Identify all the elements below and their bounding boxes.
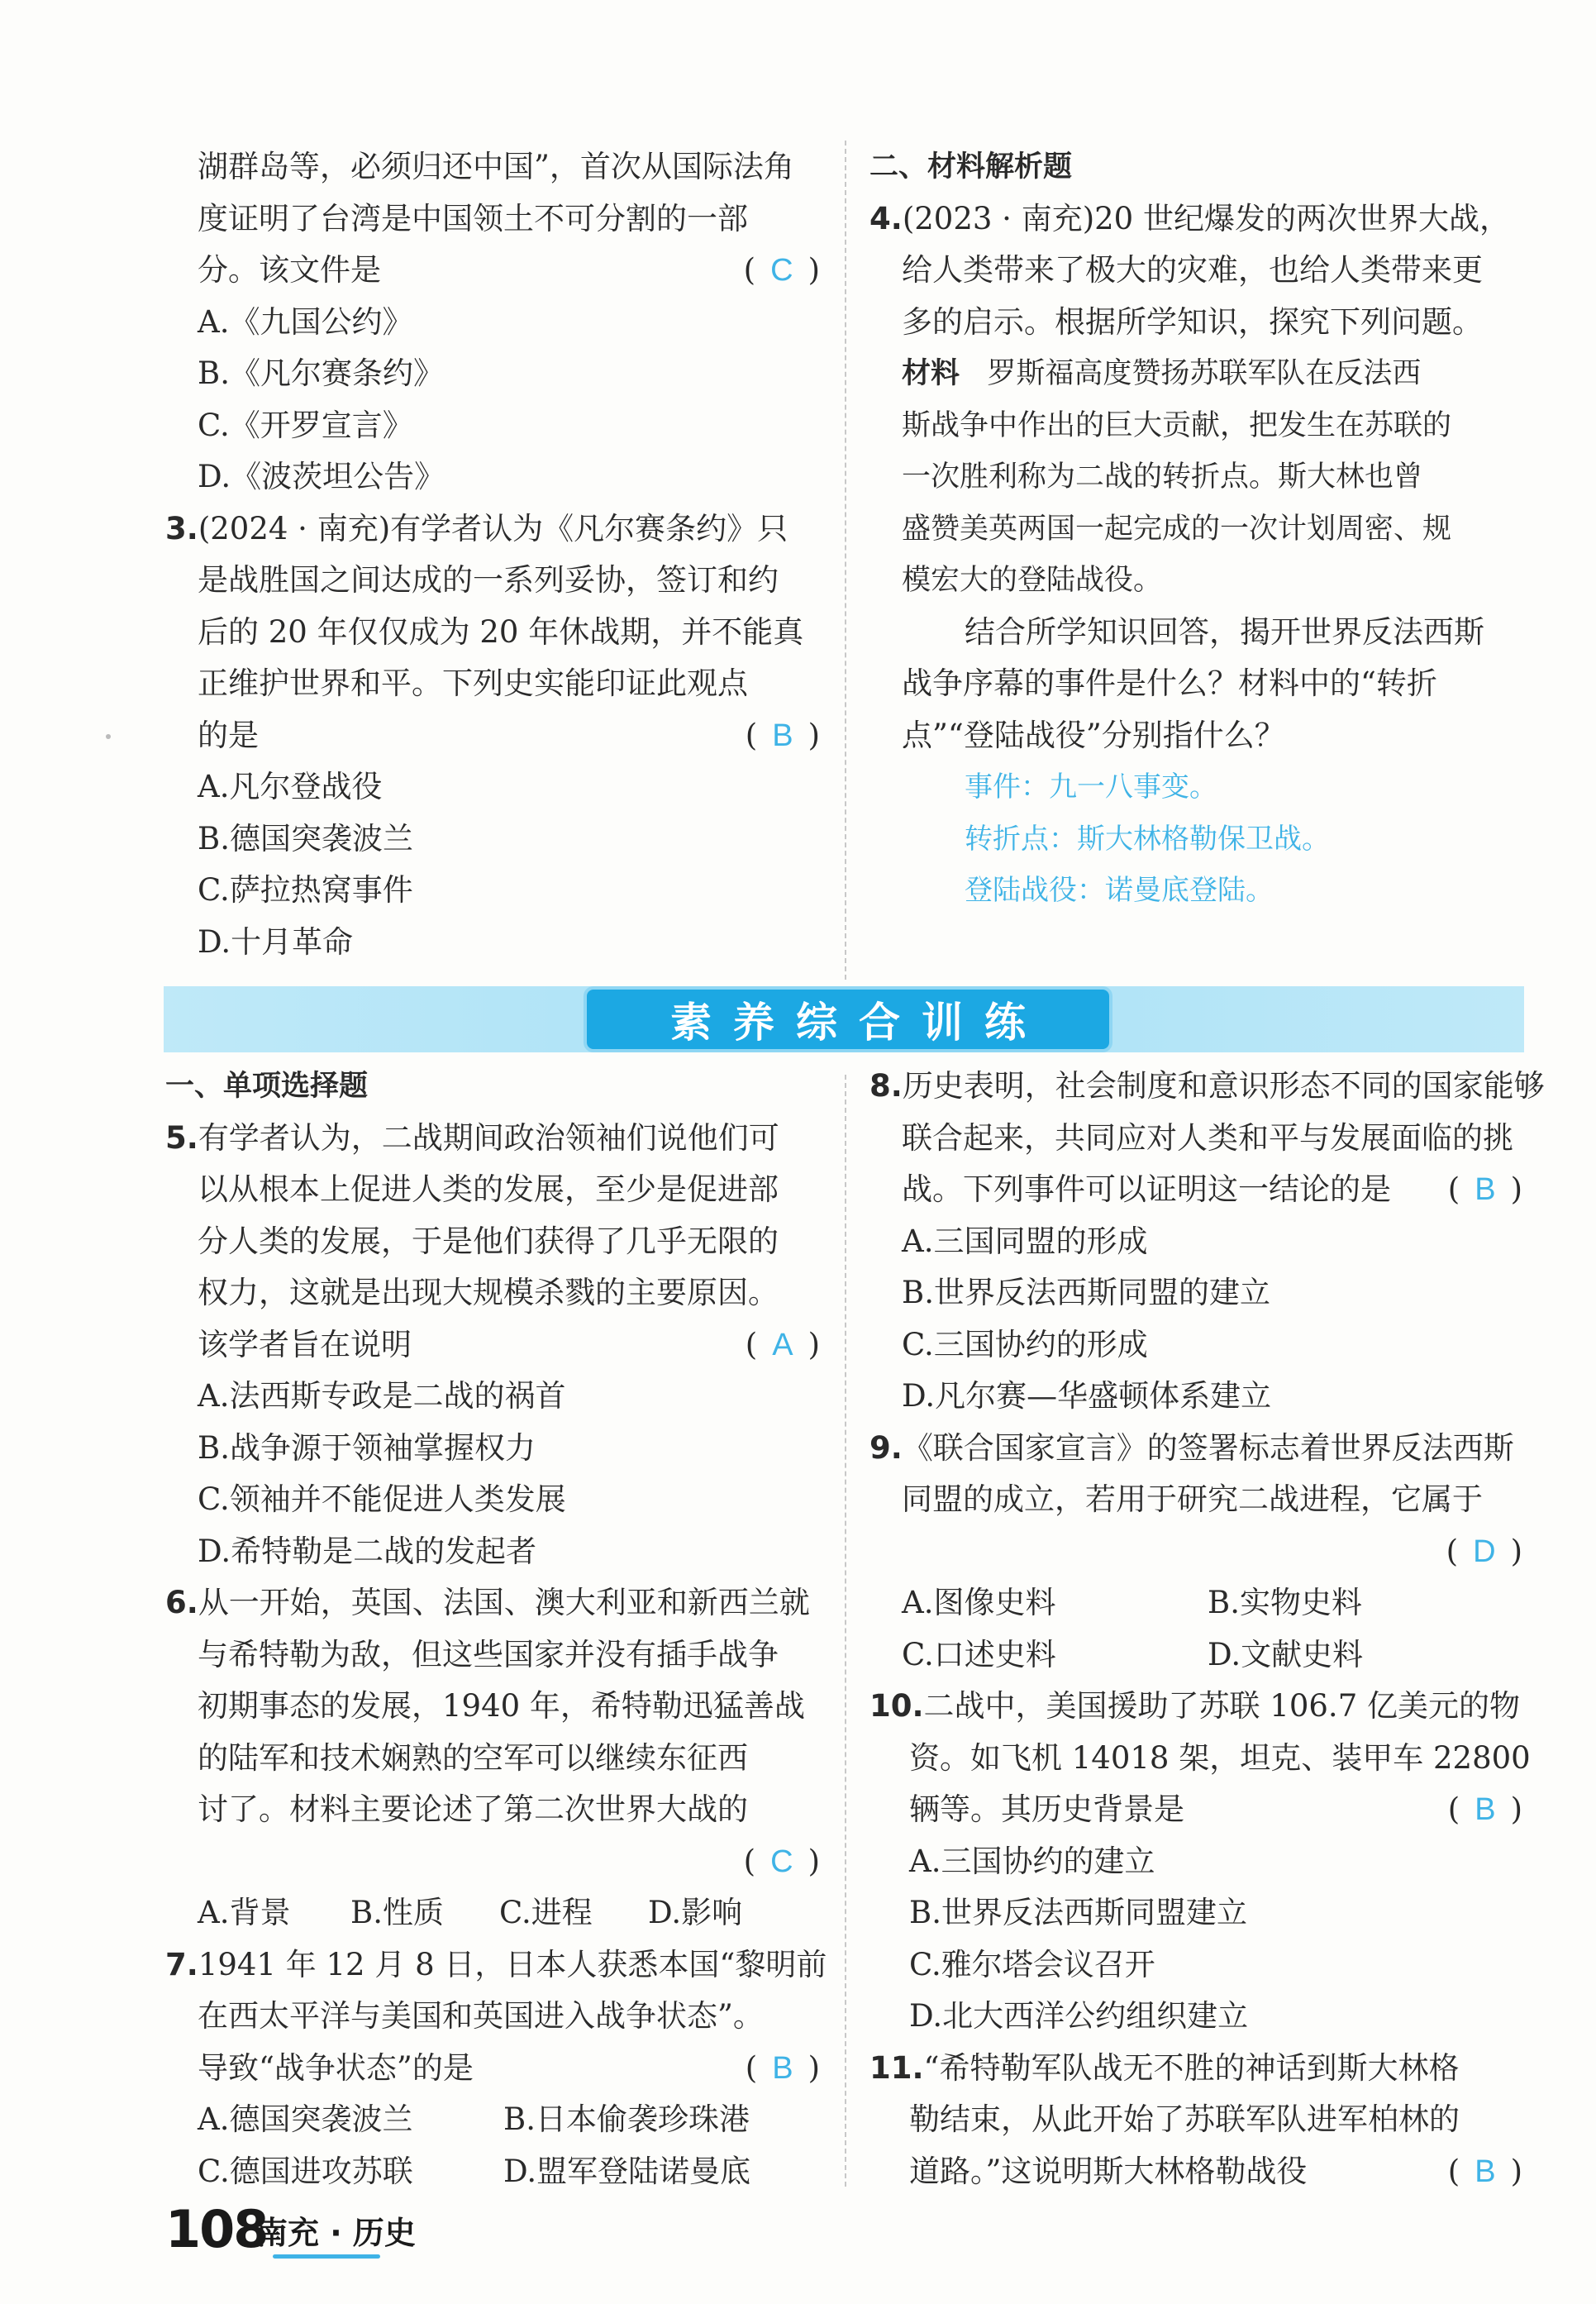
q10-answer: ( B ) [1447,1791,1522,1827]
q4-line-text: (2023 · 南充)20 世纪爆发的两次世界大战， [902,200,1510,236]
material-line: 一次胜利称为二战的转折点。斯大林也曾 [902,460,1423,494]
q4-line: 多的启示。根据所学知识，探究下列问题。 [902,303,1483,340]
q9-line [869,1423,1522,1475]
banner-title: 素养综合训练 [670,999,1047,1047]
q8-line-text: 历史表明，社会制度和意识形态不同的国家能够 [902,1068,1545,1104]
material-line: 模宏大的登陆战役。 [902,564,1163,597]
q5-line-text: 该学者旨在说明 [198,1326,412,1362]
q9-option: A.图像史料 [902,1585,1056,1620]
q2-line [165,245,820,297]
q7-line [165,2043,820,2095]
q3-line: 后的 20 年仅仅成为 20 年休战期，并不能真 [198,613,804,650]
left-top-column [165,141,820,968]
q7-option: C.德国进攻苏联 [198,2153,413,2189]
q11-line [869,2146,1522,2198]
q10-answer-value: B [1475,1792,1496,1827]
column-divider [845,141,846,980]
q9-line-text: 《联合国家宣言》的签署标志着世界反法西斯 [902,1429,1514,1466]
q7-line: 在西太平洋与美国和英国进入战争状态”。 [198,1998,764,2034]
q9-answer-line [869,1526,1522,1578]
q3-option: D.十月革命 [198,923,354,960]
q2-answer: ( C ) [743,252,820,288]
q6-option: C.进程 [499,1895,593,1930]
q10-option: A.三国协约的建立 [909,1843,1155,1879]
q2-option: D.《波茨坦公告》 [198,459,445,494]
stray-dot [106,734,111,739]
q10-line-text: 二战中，美国援助了苏联 106.7 亿美元的物 [923,1688,1520,1724]
q8-option: D.凡尔赛—华盛顿体系建立 [902,1378,1272,1414]
q8-line [869,1164,1522,1216]
q11-line [869,2043,1522,2095]
q6-options [165,1887,820,1939]
q6-option: D.影响 [648,1895,743,1930]
q7-option: B.日本偷袭珍珠港 [503,2101,750,2137]
q7-answer: ( B ) [745,2049,820,2086]
q3-option: C.萨拉热窝事件 [198,872,413,908]
q6-answer-value: C [770,1844,793,1879]
section-title-choice: 一、单项选择题 [165,1070,369,1103]
q8-line: 联合起来，共同应对人类和平与发展面临的挑 [902,1119,1513,1156]
q5-line [165,1113,820,1165]
q3-option: B.德国突袭波兰 [198,820,413,856]
q9-option: D.文献史料 [1208,1636,1364,1672]
q2-line-text: 分。该文件是 [198,252,381,288]
q2-option: C.《开罗宣言》 [198,407,413,443]
q11-line-text: “希特勒军队战无不胜的神话到斯大林格 [923,2049,1460,2086]
q10-line-text: 辆等。其历史背景是 [909,1791,1184,1827]
q7-options [165,2094,820,2146]
q5-line: 分人类的发展，于是他们获得了几乎无限的 [198,1223,779,1259]
q10-line [869,1784,1522,1836]
q8-line-text: 战。下列事件可以证明这一结论的是 [902,1171,1391,1207]
q5-option: A.法西斯专政是二战的祸首 [198,1378,566,1414]
q4-line [869,193,1522,246]
answer-line: 转折点：斯大林格勒保卫战。 [965,822,1330,856]
q9-option: B.实物史料 [1208,1585,1362,1620]
q8-line [869,1061,1545,1113]
q2-line: 湖群岛等，必须归还中国”，首次从国际法角 [198,149,794,184]
q3-line: 正维护世界和平。下列史实能印证此观点 [198,665,748,701]
material-line: 盛赞美英两国一起完成的一次计划周密、规 [902,512,1452,546]
q11-line: 勒结束，从此开始了苏联军队进军柏林的 [909,2101,1460,2137]
q9-answer: ( D ) [1446,1533,1522,1569]
q11-number: 11. [869,2049,924,2086]
q7-line-text: 导致“战争状态”的是 [198,2049,474,2086]
q3-line-text: (2024 · 南充)有学者认为《凡尔赛条约》只 [198,510,788,546]
material-line: 斯战争中作出的巨大贡献，把发生在苏联的 [902,408,1452,442]
q3-line [165,710,820,762]
q8-option: A.三国同盟的形成 [902,1223,1148,1259]
left-bottom-column [165,1061,827,2197]
material-line [869,348,1522,400]
q7-line [165,1939,827,1992]
q8-answer: ( B ) [1447,1171,1522,1207]
column-divider [845,1075,846,2187]
q5-line: 以从根本上促进人类的发展，至少是促进部 [198,1171,779,1207]
q9-line: 同盟的成立，若用于研究二战进程，它属于 [902,1481,1483,1517]
q2-option: A.《九国公约》 [198,303,413,340]
q10-option: C.雅尔塔会议召开 [909,1946,1155,1982]
answer-line: 登陆战役：诺曼底登陆。 [965,874,1274,907]
q9-number: 9. [869,1429,903,1466]
q6-line-text: 从一开始，英国、法国、澳大利亚和新西兰就 [198,1585,810,1620]
q5-answer-value: A [772,1327,793,1362]
q5-line: 权力，这就是出现大规模杀戮的主要原因。 [198,1275,779,1310]
answer-line: 事件：九一八事变。 [965,770,1217,804]
q6-line: 讨了。材料主要论述了第二次世界大战的 [198,1791,748,1827]
q5-option: D.希特勒是二战的发起者 [198,1533,537,1569]
q11-answer: ( B ) [1447,2153,1522,2189]
q6-line: 与希特勒为敌，但这些国家并没有插手战争 [198,1636,779,1672]
section-title-material: 二、材料解析题 [869,150,1073,184]
right-bottom-column [869,1061,1545,2197]
q3-answer-value: B [772,718,793,753]
q8-option: C.三国协约的形成 [902,1326,1148,1362]
section-banner [584,986,1112,1052]
q10-option: B.世界反法西斯同盟建立 [909,1895,1247,1930]
right-top-column [869,141,1522,917]
q3-line: 是战胜国之间达成的一系列妥协，签订和约 [198,562,779,598]
q9-option: C.口述史料 [902,1636,1056,1672]
q4-number: 4. [869,200,903,236]
q7-answer-value: B [772,2050,793,2086]
q6-line: 的陆军和技术娴熟的空军可以继续东征西 [198,1739,748,1776]
q7-option: A.德国突袭波兰 [198,2101,413,2137]
q6-number: 6. [165,1585,198,1620]
page-number: 108 [165,2199,268,2259]
q9-options [869,1629,1522,1681]
q3-line-text: 的是 [198,717,259,753]
q4-line: 给人类带来了极大的灾难，也给人类带来更 [902,252,1483,288]
q3-option: A.凡尔登战役 [198,769,383,804]
q7-option: D.盟军登陆诺曼底 [503,2153,751,2189]
q6-answer: ( C ) [743,1843,820,1879]
q5-answer: ( A ) [745,1326,820,1362]
q3-number: 3. [165,510,198,546]
q10-number: 10. [869,1688,924,1724]
q2-option: B.《凡尔赛条约》 [198,355,444,391]
q5-line-text: 有学者认为，二战期间政治领袖们说他们可 [198,1119,779,1156]
q8-number: 8. [869,1068,903,1104]
q6-option: A.背景 [198,1895,291,1930]
q9-answer-value: D [1473,1534,1496,1569]
q6-option: B.性质 [350,1895,444,1930]
question-line: 战争序幕的事件是什么？材料中的“转折 [902,665,1437,701]
q5-option: B.战争源于领袖掌握权力 [198,1429,536,1466]
q5-number: 5. [165,1119,198,1156]
q5-option: C.领袖并不能促进人类发展 [198,1481,566,1517]
q6-answer-line [165,1836,820,1888]
q9-options [869,1577,1522,1629]
q7-line-text: 1941 年 12 月 8 日，日本人获悉本国“黎明前 [198,1946,827,1982]
material-label: 材料 [902,357,960,390]
q3-line [165,503,820,556]
q7-number: 7. [165,1946,198,1982]
material-text: 罗斯福高度赞扬苏联军队在反法西 [987,357,1422,390]
q11-line-text: 道路。”这说明斯大林格勒战役 [909,2153,1308,2189]
question-line: 结合所学知识回答，揭开世界反法西斯 [965,613,1484,650]
q2-answer-value: C [770,253,793,288]
q6-line: 初期事态的发展，1940 年，希特勒迅猛善战 [198,1688,805,1724]
q10-option: D.北大西洋公约组织建立 [909,1998,1249,2034]
q6-line [165,1577,820,1629]
q10-line: 资。如飞机 14018 架，坦克、装甲车 22800 [909,1739,1531,1776]
q11-answer-value: B [1475,2154,1496,2189]
question-line: 点”“登陆战役”分别指什么？ [902,717,1285,753]
q5-line [165,1319,820,1371]
q3-answer: ( B ) [745,717,820,753]
q7-options [165,2146,820,2198]
footer-subject: 南充 · 历史 [256,2215,416,2251]
q8-option: B.世界反法西斯同盟的建立 [902,1275,1270,1310]
q2-line: 度证明了台湾是中国领土不可分割的一部 [198,200,748,236]
q10-line [869,1681,1522,1733]
footer-underline [273,2254,380,2259]
q8-answer-value: B [1475,1172,1496,1207]
